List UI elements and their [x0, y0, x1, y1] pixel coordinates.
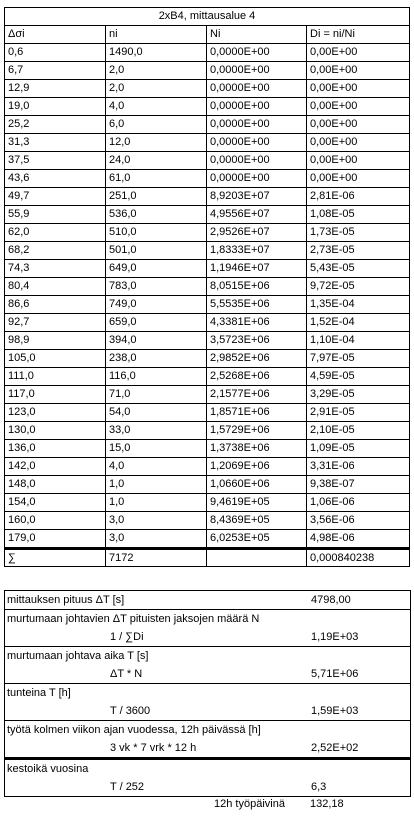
table-row — [5, 512, 410, 530]
cell-delta-sigma: 80,4 — [5, 278, 106, 296]
cell-Ni: 8,0515E+06 — [207, 278, 307, 296]
cell-delta-sigma: 160,0 — [5, 512, 106, 530]
cell-ni: 783,0 — [106, 278, 207, 296]
cell-ni: 33,0 — [106, 422, 207, 440]
cell-ni: 1,0 — [106, 494, 207, 512]
cell-Di: 2,91E-05 — [307, 404, 410, 422]
cell-ni: 24,0 — [106, 152, 207, 170]
table-row — [5, 206, 410, 224]
cell-Ni: 0,0000E+00 — [207, 98, 307, 116]
table-row — [5, 170, 410, 188]
cell-Ni: 9,4619E+05 — [207, 494, 307, 512]
cell-delta-sigma: 148,0 — [5, 476, 106, 494]
cell-Ni: 1,1946E+07 — [207, 260, 307, 278]
table-row — [5, 494, 410, 512]
header-Di: Di = ni/Ni — [307, 26, 410, 44]
cell-delta-sigma: 98,9 — [5, 332, 106, 350]
cell-delta-sigma: 49,7 — [5, 188, 106, 206]
cell-ni: 12,0 — [106, 134, 207, 152]
table-row — [5, 350, 410, 368]
cell-delta-sigma: 117,0 — [5, 386, 106, 404]
table-row — [5, 422, 410, 440]
cell-ni: 71,0 — [106, 386, 207, 404]
cell-delta-sigma: 0,6 — [5, 44, 106, 62]
table-row — [5, 242, 410, 260]
cell-delta-sigma: 25,2 — [5, 116, 106, 134]
measurement-length-block — [5, 591, 410, 610]
cell-Di: 0,00E+00 — [307, 62, 410, 80]
header-Ni: Ni — [207, 26, 307, 44]
sum-Di: 0,000840238 — [307, 549, 410, 567]
cell-delta-sigma: 92,7 — [5, 314, 106, 332]
table-title: 2xB4, mittausalue 4 — [5, 8, 410, 26]
lifetime-label: kestoikä vuosina — [7, 763, 89, 775]
cell-Ni: 2,9852E+06 — [207, 350, 307, 368]
cell-ni: 4,0 — [106, 458, 207, 476]
cell-Di: 3,31E-06 — [307, 458, 410, 476]
table-row — [5, 98, 410, 116]
cycles-to-failure-block — [5, 610, 410, 647]
header-delta-sigma: Δσi — [5, 26, 106, 44]
measurement-length-value: 4798,00 — [311, 594, 351, 606]
cell-ni: 251,0 — [106, 188, 207, 206]
calculation-section — [4, 590, 411, 797]
table-row — [5, 386, 410, 404]
cell-Ni: 1,5729E+06 — [207, 422, 307, 440]
cell-Ni: 8,4369E+05 — [207, 512, 307, 530]
cell-delta-sigma: 130,0 — [5, 422, 106, 440]
table-row — [5, 260, 410, 278]
cell-delta-sigma: 43,6 — [5, 170, 106, 188]
table-row — [5, 224, 410, 242]
cell-ni: 1490,0 — [106, 44, 207, 62]
sum-Ni — [207, 549, 307, 567]
cell-Di: 1,08E-05 — [307, 206, 410, 224]
cell-delta-sigma: 74,3 — [5, 260, 106, 278]
table-row — [5, 80, 410, 98]
cell-Ni: 0,0000E+00 — [207, 44, 307, 62]
cell-ni: 238,0 — [106, 350, 207, 368]
cell-Ni: 2,9526E+07 — [207, 224, 307, 242]
cell-Di: 1,73E-05 — [307, 224, 410, 242]
cell-ni: 3,0 — [106, 512, 207, 530]
cell-Di: 9,72E-05 — [307, 278, 410, 296]
cell-ni: 15,0 — [106, 440, 207, 458]
cell-Di: 2,73E-05 — [307, 242, 410, 260]
cell-Ni: 0,0000E+00 — [207, 170, 307, 188]
cell-Ni: 4,9556E+07 — [207, 206, 307, 224]
table-row — [5, 332, 410, 350]
cell-Ni: 0,0000E+00 — [207, 62, 307, 80]
cell-delta-sigma: 111,0 — [5, 368, 106, 386]
cell-delta-sigma: 31,3 — [5, 134, 106, 152]
cell-ni: 1,0 — [106, 476, 207, 494]
cell-delta-sigma: 136,0 — [5, 440, 106, 458]
table-row — [5, 368, 410, 386]
cell-Ni: 2,1577E+06 — [207, 386, 307, 404]
lifetime-formula: T / 252 — [110, 781, 145, 793]
cell-ni: 3,0 — [106, 530, 207, 549]
cell-delta-sigma: 142,0 — [5, 458, 106, 476]
table-row — [5, 440, 410, 458]
cell-Di: 4,98E-06 — [307, 530, 410, 549]
workdays-row — [4, 795, 409, 813]
hours-value: 1,59E+03 — [311, 705, 359, 717]
cell-Di: 4,59E-05 — [307, 368, 410, 386]
lifetime-block — [5, 760, 410, 797]
table-header-row — [5, 26, 410, 44]
cell-ni: 649,0 — [106, 260, 207, 278]
cell-delta-sigma: 123,0 — [5, 404, 106, 422]
time-to-failure-block — [5, 647, 410, 684]
sum-ni: 7172 — [106, 549, 207, 567]
cell-delta-sigma: 37,5 — [5, 152, 106, 170]
cell-Ni: 4,3381E+06 — [207, 314, 307, 332]
cell-ni: 501,0 — [106, 242, 207, 260]
hours-formula: T / 3600 — [110, 705, 151, 717]
table-title-row — [5, 8, 410, 26]
cell-Di: 0,00E+00 — [307, 44, 410, 62]
cell-ni: 54,0 — [106, 404, 207, 422]
cell-Di: 5,43E-05 — [307, 260, 410, 278]
cell-ni: 394,0 — [106, 332, 207, 350]
cell-Di: 9,38E-07 — [307, 476, 410, 494]
cell-ni: 749,0 — [106, 296, 207, 314]
cell-delta-sigma: 19,0 — [5, 98, 106, 116]
table-row — [5, 404, 410, 422]
cell-ni: 510,0 — [106, 224, 207, 242]
cell-Ni: 6,0253E+05 — [207, 530, 307, 549]
table-row — [5, 314, 410, 332]
cell-Di: 7,97E-05 — [307, 350, 410, 368]
table-row — [5, 62, 410, 80]
hours-block — [5, 684, 410, 721]
cell-Ni: 1,8333E+07 — [207, 242, 307, 260]
time-to-failure-value: 5,71E+06 — [311, 668, 359, 680]
cycles-to-failure-value: 1,19E+03 — [311, 631, 359, 643]
table-row — [5, 44, 410, 62]
cell-ni: 6,0 — [106, 116, 207, 134]
cell-delta-sigma: 105,0 — [5, 350, 106, 368]
table-row — [5, 458, 410, 476]
cell-Di: 3,56E-06 — [307, 512, 410, 530]
cell-Ni: 1,2069E+06 — [207, 458, 307, 476]
cell-Di: 0,00E+00 — [307, 170, 410, 188]
cell-Ni: 0,0000E+00 — [207, 80, 307, 98]
cell-Ni: 3,5723E+06 — [207, 332, 307, 350]
sum-symbol: ∑ — [5, 549, 106, 567]
cell-delta-sigma: 68,2 — [5, 242, 106, 260]
cell-Ni: 0,0000E+00 — [207, 116, 307, 134]
cell-Ni: 1,8571E+06 — [207, 404, 307, 422]
cell-delta-sigma: 62,0 — [5, 224, 106, 242]
cell-Ni: 5,5535E+06 — [207, 296, 307, 314]
table-row — [5, 188, 410, 206]
sum-row — [5, 549, 410, 567]
time-to-failure-formula: ΔT * N — [110, 668, 143, 680]
cell-Di: 3,29E-05 — [307, 386, 410, 404]
cell-ni: 116,0 — [106, 368, 207, 386]
fatigue-table — [4, 7, 410, 567]
cell-Di: 2,81E-06 — [307, 188, 410, 206]
work-hours-block — [5, 721, 410, 760]
cell-Di: 0,00E+00 — [307, 116, 410, 134]
cycles-to-failure-formula: 1 / ∑Di — [110, 631, 144, 643]
cell-Di: 0,00E+00 — [307, 98, 410, 116]
cell-delta-sigma: 6,7 — [5, 62, 106, 80]
cycles-to-failure-label: murtumaan johtavien ΔT pituisten jaksojen määrä N — [7, 613, 260, 625]
cell-Di: 0,00E+00 — [307, 134, 410, 152]
cell-ni: 4,0 — [106, 98, 207, 116]
cell-Di: 1,10E-04 — [307, 332, 410, 350]
cell-Ni: 1,0660E+06 — [207, 476, 307, 494]
cell-delta-sigma: 86,6 — [5, 296, 106, 314]
lifetime-value: 6,3 — [311, 781, 327, 793]
cell-delta-sigma: 154,0 — [5, 494, 106, 512]
cell-Di: 1,52E-04 — [307, 314, 410, 332]
table-row — [5, 296, 410, 314]
workdays-value: 132,18 — [310, 798, 344, 810]
cell-Di: 1,06E-06 — [307, 494, 410, 512]
work-hours-value: 2,52E+02 — [311, 742, 359, 754]
cell-Ni: 8,9203E+07 — [207, 188, 307, 206]
measurement-length-label: mittauksen pituus ΔT [s] — [7, 594, 125, 606]
table-row — [5, 152, 410, 170]
cell-delta-sigma: 179,0 — [5, 530, 106, 549]
table-row — [5, 530, 410, 549]
cell-Ni: 0,0000E+00 — [207, 152, 307, 170]
table-row — [5, 476, 410, 494]
cell-ni: 61,0 — [106, 170, 207, 188]
cell-ni: 2,0 — [106, 80, 207, 98]
time-to-failure-label: murtumaan johtava aika T [s] — [7, 650, 149, 662]
hours-label: tunteina T [h] — [7, 687, 71, 699]
work-hours-formula: 3 vk * 7 vrk * 12 h — [110, 742, 197, 754]
cell-delta-sigma: 12,9 — [5, 80, 106, 98]
cell-Di: 0,00E+00 — [307, 80, 410, 98]
cell-Di: 0,00E+00 — [307, 152, 410, 170]
cell-ni: 659,0 — [106, 314, 207, 332]
cell-Ni: 0,0000E+00 — [207, 134, 307, 152]
cell-Di: 1,09E-05 — [307, 440, 410, 458]
workdays-label: 12h työpäivinä — [214, 798, 285, 810]
cell-Ni: 2,5268E+06 — [207, 368, 307, 386]
cell-delta-sigma: 55,9 — [5, 206, 106, 224]
cell-Di: 2,10E-05 — [307, 422, 410, 440]
cell-ni: 536,0 — [106, 206, 207, 224]
cell-ni: 2,0 — [106, 62, 207, 80]
header-ni: ni — [106, 26, 207, 44]
table-row — [5, 134, 410, 152]
work-hours-label: työtä kolmen viikon ajan vuodessa, 12h päivässä [h] — [7, 724, 261, 736]
table-row — [5, 278, 410, 296]
table-row — [5, 116, 410, 134]
cell-Ni: 1,3738E+06 — [207, 440, 307, 458]
cell-Di: 1,35E-04 — [307, 296, 410, 314]
